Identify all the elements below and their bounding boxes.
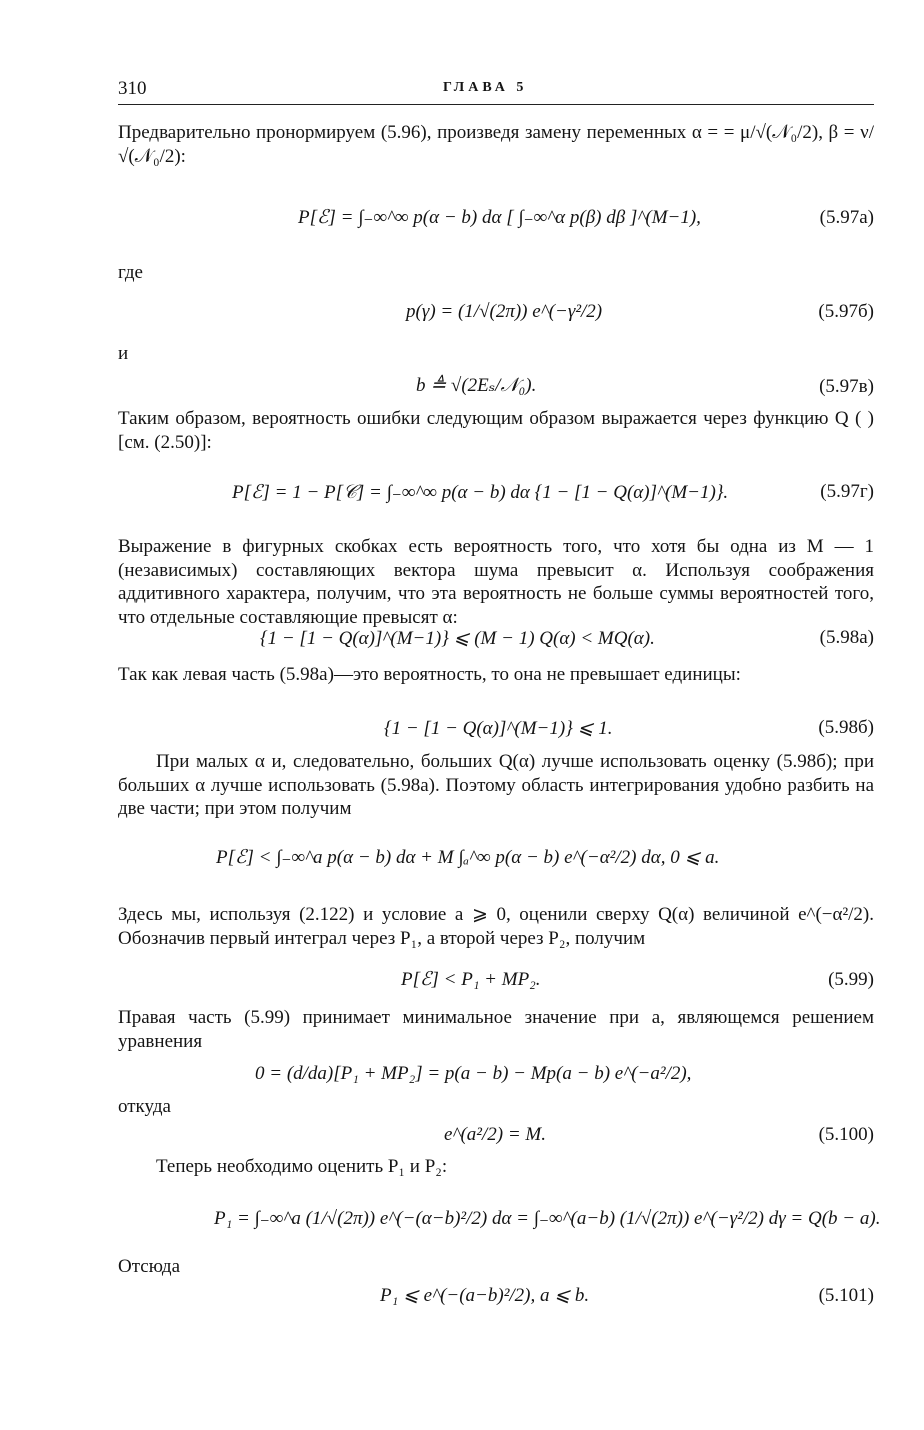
equation-5-97a: P[ℰ] = ∫₋∞^∞ p(α − b) dα [ ∫₋∞^α p(β) dβ ]^(M−1),: [298, 207, 701, 228]
equation-number-5-97v: (5.97в): [819, 376, 874, 397]
word-otsyuda: Отсюда: [118, 1256, 181, 1277]
page-header: [118, 78, 874, 105]
equation-number-5-97b: (5.97б): [818, 301, 874, 322]
equation-number-5-99: (5.99): [828, 969, 874, 990]
equation-derivative: 0 = (d/da)[P₁ + MP₂] = p(a − b) − Mp(a − b) e^(−a²/2),: [255, 1063, 692, 1084]
equation-p1: P₁ = ∫₋∞^a (1/√(2π)) e^(−(α−b)²/2) dα = ∫₋∞^(a−b) (1/√(2π)) e^(−γ²/2) dγ = Q(b − a).: [214, 1208, 881, 1229]
equation-5-98b: {1 − [1 − Q(α)]^(M−1)} ⩽ 1.: [384, 718, 613, 739]
paragraph-small-alpha: При малых α и, следовательно, больших Q(α) лучше использовать оценку (5.98б); при больших α лучше использовать (5.98а). Поэтому область интегрирования удобно разбить на две части; при этом получим: [118, 751, 874, 819]
paragraph-q-function: Таким образом, вероятность ошибки следующим образом выражается через функцию Q ( ) [см. (2.50)]:: [118, 408, 874, 453]
equation-5-99: P[ℰ] < P₁ + MP₂.: [401, 969, 541, 990]
equation-5-97g: P[ℰ] = 1 − P[𝒞] = ∫₋∞^∞ p(α − b) dα {1 − [1 − Q(α)]^(M−1)}.: [232, 482, 729, 503]
paragraph-substitution: Предварительно пронормируем (5.96), произведя замену переменных α = = μ/√(𝒩₀/2), β = ν/√(𝒩₀/2):: [118, 122, 874, 167]
paragraph-left-part: Так как левая часть (5.98а)—это вероятность, то она не превышает единицы:: [118, 664, 741, 685]
equation-number-5-97a: (5.97а): [819, 207, 874, 228]
paragraph-upper-bound: Здесь мы, используя (2.122) и условие a ⩾ 0, оценили сверху Q(α) величиной e^(−α²/2). Обозначив первый интеграл через P₁, а второй через P₂, получим: [118, 904, 874, 949]
equation-5-101: P₁ ⩽ e^(−(a−b)²/2), a ⩽ b.: [380, 1285, 590, 1306]
equation-number-5-101: (5.101): [818, 1285, 874, 1306]
equation-5-97v: b ≜ √(2Eₛ/𝒩₀).: [416, 375, 537, 396]
page-number: 310: [118, 78, 147, 99]
word-gde: где: [118, 262, 143, 283]
paragraph-curly-braces: Выражение в фигурных скобках есть вероятность того, что хотя бы одна из M — 1 (независимых) составляющих вектора шума превысит α. Используя соображения аддитивного характера, получим, что эта вероятность не больше суммы вероятностей того, что отдельные составляющие превысят α:: [118, 536, 874, 628]
word-i: и: [118, 343, 129, 364]
word-otkuda: откуда: [118, 1096, 171, 1117]
equation-number-5-97g: (5.97г): [820, 481, 874, 502]
equation-split-integral: P[ℰ] < ∫₋∞^a p(α − b) dα + M ∫ₐ^∞ p(α − b) e^(−α²/2) dα, 0 ⩽ a.: [216, 847, 720, 868]
equation-number-5-98a: (5.98а): [819, 627, 874, 648]
equation-5-98a: {1 − [1 − Q(α)]^(M−1)} ⩽ (M − 1) Q(α) < MQ(α).: [260, 628, 655, 649]
paragraph-minimum: Правая часть (5.99) принимает минимальное значение при a, являющемся решением уравнения: [118, 1007, 874, 1052]
equation-number-5-100: (5.100): [818, 1124, 874, 1145]
equation-number-5-98b: (5.98б): [818, 717, 874, 738]
equation-5-97b: p(γ) = (1/√(2π)) e^(−γ²/2): [406, 301, 603, 322]
paragraph-estimate: Теперь необходимо оценить P₁ и P₂:: [156, 1156, 448, 1177]
running-title: ГЛАВА 5: [443, 80, 528, 95]
equation-5-100: e^(a²/2) = M.: [444, 1124, 546, 1145]
